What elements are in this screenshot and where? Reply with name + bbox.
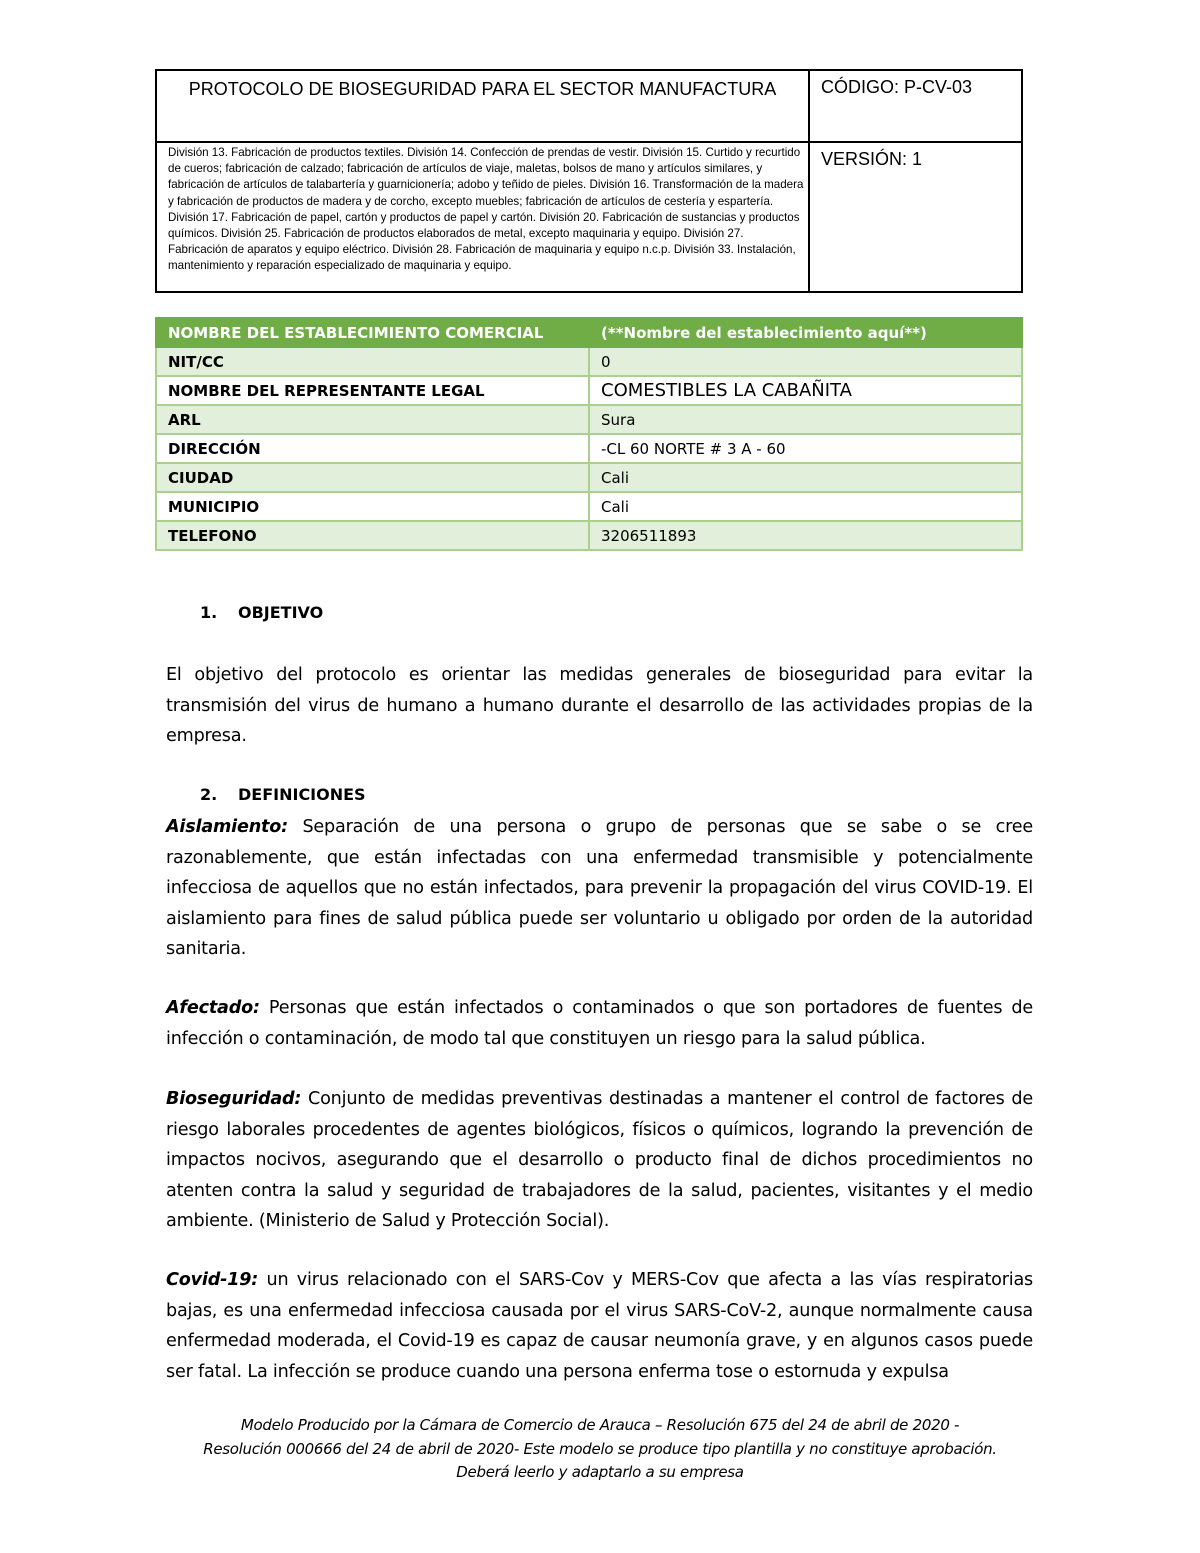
definition-term: Afectado: (166, 998, 260, 1018)
row-value: Cali (589, 492, 1022, 521)
row-value: (**Nombre del establecimiento aquí**) (589, 318, 1022, 347)
section-title: OBJETIVO (238, 603, 324, 622)
table-row (156, 347, 1022, 376)
objective-paragraph: El objetivo del protocolo es orientar las medidas generales de bioseguridad para evitar la transmisión del virus de humano a humano durante el desarrollo de las actividades propias de la empresa. (166, 665, 1033, 746)
establishment-info-table (155, 317, 1023, 551)
table-row (156, 521, 1022, 550)
section-heading-definiciones (200, 785, 366, 804)
section-number: 1. (200, 603, 218, 622)
row-value: Cali (589, 463, 1022, 492)
row-value: COMESTIBLES LA CABAÑITA (589, 376, 1022, 405)
footer-line: Resolución 000666 del 24 de abril de 2020- Este modelo se produce tipo plantilla y no constituye aprobación. (203, 1439, 997, 1458)
footer-line: Modelo Producido por la Cámara de Comercio de Arauca – Resolución 675 del 24 de abril de 2020 - (240, 1416, 960, 1434)
page-footer (100, 1414, 1100, 1485)
definition-afectado (166, 993, 1033, 1054)
row-label: CIUDAD (156, 463, 589, 492)
table-row (156, 492, 1022, 521)
row-value: 0 (589, 347, 1022, 376)
definition-term: Aislamiento: (166, 817, 288, 837)
section-heading-objetivo (200, 603, 323, 622)
definition-aislamiento (166, 812, 1033, 965)
row-label: NIT/CC (156, 347, 589, 376)
table-row (156, 434, 1022, 463)
definition-text: Personas que están infectados o contaminados o que son portadores de fuentes de infección o contaminación, de modo tal que constituyen un riesgo para la salud pública. (166, 998, 1033, 1049)
table-row (156, 405, 1022, 434)
divisions-description: División 13. Fabricación de productos textiles. División 14. Confección de prendas de vestir. División 15. Curtido y recurtido de cueros; fabricación de calzado; fabricación de artículos de viaje, maletas, bolsos de mano y artículos similares, y fabricación de artículos de talabartería y guarnicionería; adobo y teñido de pieles. División 16. Transformación de la madera y fabricación de productos de madera y de corcho, excepto muebles; fabricación de artículos de cestería y espartería. División 17. Fabricación de papel, cartón y productos de papel y cartón. División 20. Fabricación de sustancias y productos químicos. División 25. Fabricación de productos elaborados de metal, excepto maquinaria y equipo. División 27. Fabricación de aparatos y equipo eléctrico. División 28. Fabricación de maquinaria y equipo n.c.p. División 33. Instalación, mantenimiento y reparación especializado de maquinaria y equipo. (157, 143, 810, 291)
section-number: 2. (200, 785, 218, 804)
row-label: TELEFONO (156, 521, 589, 550)
row-label: NOMBRE DEL REPRESENTANTE LEGAL (156, 376, 589, 405)
row-label: ARL (156, 405, 589, 434)
definition-text: un virus relacionado con el SARS-Cov y MERS-Cov que afecta a las vías respiratorias bajas, es una enfermedad infecciosa causada por el virus SARS-CoV-2, aunque normalmente causa enfermedad moderada, el Covid-19 es capaz de causar neumonía grave, y en algunos casos puede ser fatal. La infección se produce cuando una persona enferma tose o estornuda y expulsa (166, 1270, 1033, 1382)
row-label: MUNICIPIO (156, 492, 589, 521)
row-label: DIRECCIÓN (156, 434, 589, 463)
row-value: -CL 60 NORTE # 3 A - 60 (589, 434, 1022, 463)
document-version: VERSIÓN: 1 (821, 149, 923, 169)
document-title: PROTOCOLO DE BIOSEGURIDAD PARA EL SECTOR MANUFACTURA (157, 71, 810, 143)
document-code: CÓDIGO: P-CV-03 (810, 71, 1021, 143)
row-value: Sura (589, 405, 1022, 434)
definition-text: Separación de una persona o grupo de personas que se sabe o se cree razonablemente, que están infectadas con una enfermedad transmisible y potencialmente infecciosa de aquellos que no están infectados, para prevenir la propagación del virus COVID-19. El aislamiento para fines de salud pública puede ser voluntario u obligado por orden de la autoridad sanitaria. (166, 817, 1033, 959)
definition-bioseguridad (166, 1084, 1033, 1237)
section-title: DEFINICIONES (238, 785, 366, 804)
row-label: NOMBRE DEL ESTABLECIMIENTO COMERCIAL (156, 318, 589, 347)
table-row (156, 318, 1022, 347)
footer-line: Deberá leerlo y adaptarlo a su empresa (456, 1463, 744, 1481)
row-value: 3206511893 (589, 521, 1022, 550)
table-row (156, 376, 1022, 405)
definition-covid (166, 1265, 1033, 1387)
definition-text: Conjunto de medidas preventivas destinadas a mantener el control de factores de riesgo laborales procedentes de agentes biológicos, físicos o químicos, logrando la prevención de impactos nocivos, asegurando que el desarrollo o producto final de dichos procedimientos no atenten contra la salud y seguridad de trabajadores de la salud, pacientes, visitantes y el medio ambiente. (Ministerio de Salud y Protección Social). (166, 1089, 1033, 1231)
header-table (155, 69, 1023, 293)
table-row (156, 463, 1022, 492)
definition-term: Covid-19: (166, 1270, 259, 1290)
definition-term: Bioseguridad: (166, 1089, 302, 1109)
